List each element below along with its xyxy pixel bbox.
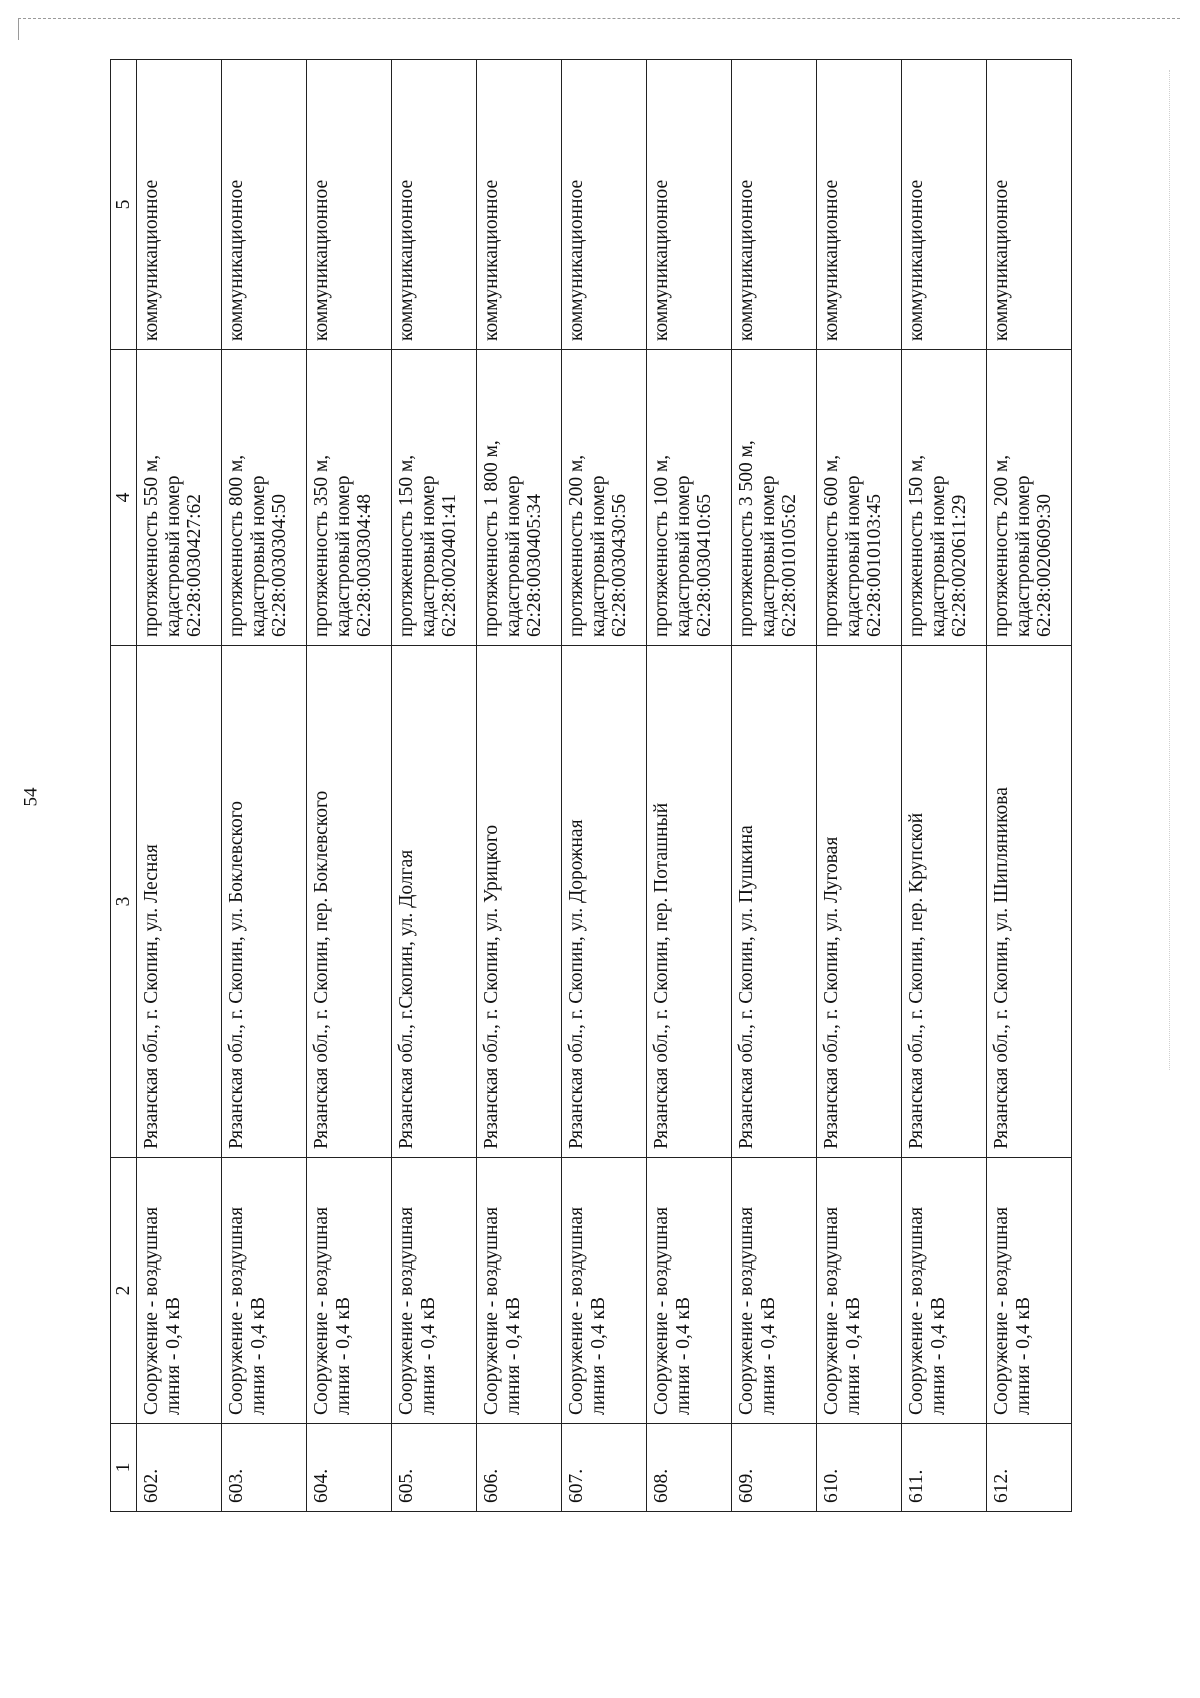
row-number: 606. (477, 1424, 562, 1512)
row-number: 610. (817, 1424, 902, 1512)
object-purpose: коммуникационное (392, 60, 477, 350)
object-characteristics: протяженность 600 м, кадастровый номер 62:28:0010103:45 (817, 350, 902, 646)
object-name: Сооружение - воздушная линия - 0,4 кВ (562, 1158, 647, 1424)
row-number: 607. (562, 1424, 647, 1512)
object-purpose: коммуникационное (647, 60, 732, 350)
object-purpose: коммуникационное (222, 60, 307, 350)
row-number: 605. (392, 1424, 477, 1512)
table-row (647, 60, 732, 1512)
object-purpose: коммуникационное (137, 60, 222, 350)
table-row (562, 60, 647, 1512)
table-row (222, 60, 307, 1512)
table-row (902, 60, 987, 1512)
object-name: Сооружение - воздушная линия - 0,4 кВ (477, 1158, 562, 1424)
column-header-4: 4 (111, 350, 137, 646)
object-address: Рязанская обл., г.Скопин, ул. Долгая (392, 646, 477, 1158)
object-address: Рязанская обл., г. Скопин, ул. Пушкина (732, 646, 817, 1158)
object-characteristics: протяженность 350 м, кадастровый номер 62:28:0030304:48 (307, 350, 392, 646)
object-address: Рязанская обл., г. Скопин, ул. Боклевского (222, 646, 307, 1158)
object-name: Сооружение - воздушная линия - 0,4 кВ (817, 1158, 902, 1424)
object-address: Рязанская обл., г. Скопин, ул. Урицкого (477, 646, 562, 1158)
column-header-1: 1 (111, 1424, 137, 1512)
object-name: Сооружение - воздушная линия - 0,4 кВ (732, 1158, 817, 1424)
object-name: Сооружение - воздушная линия - 0,4 кВ (222, 1158, 307, 1424)
row-number: 603. (222, 1424, 307, 1512)
object-purpose: коммуникационное (817, 60, 902, 350)
table-row (817, 60, 902, 1512)
page-right-edge-mark (1169, 70, 1170, 1070)
registry-table-rotated (110, 60, 1074, 1512)
object-characteristics: протяженность 200 м, кадастровый номер 62:28:0030430:56 (562, 350, 647, 646)
page-corner-mark (18, 18, 19, 40)
object-characteristics: протяженность 200 м, кадастровый номер 62:28:0020609:30 (987, 350, 1072, 646)
object-characteristics: протяженность 100 м, кадастровый номер 62:28:0030410:65 (647, 350, 732, 646)
object-characteristics: протяженность 150 м, кадастровый номер 62:28:0020401:41 (392, 350, 477, 646)
table-row (137, 60, 222, 1512)
table-row (732, 60, 817, 1512)
row-number: 609. (732, 1424, 817, 1512)
object-address: Рязанская обл., г. Скопин, ул. Шипляникова (987, 646, 1072, 1158)
row-number: 611. (902, 1424, 987, 1512)
object-address: Рязанская обл., г. Скопин, ул. Дорожная (562, 646, 647, 1158)
object-name: Сооружение - воздушная линия - 0,4 кВ (392, 1158, 477, 1424)
object-address: Рязанская обл., г. Скопин, пер. Поташный (647, 646, 732, 1158)
object-address: Рязанская обл., г. Скопин, пер. Боклевского (307, 646, 392, 1158)
object-name: Сооружение - воздушная линия - 0,4 кВ (137, 1158, 222, 1424)
object-name: Сооружение - воздушная линия - 0,4 кВ (307, 1158, 392, 1424)
table-header-row (111, 60, 137, 1512)
table-row (477, 60, 562, 1512)
table-row (392, 60, 477, 1512)
object-name: Сооружение - воздушная линия - 0,4 кВ (902, 1158, 987, 1424)
object-address: Рязанская обл., г. Скопин, ул. Лесная (137, 646, 222, 1158)
object-characteristics: протяженность 1 800 м, кадастровый номер 62:28:0030405:34 (477, 350, 562, 646)
row-number: 602. (137, 1424, 222, 1512)
column-header-5: 5 (111, 60, 137, 350)
page-top-border (18, 18, 1180, 19)
table-row (987, 60, 1072, 1512)
object-address: Рязанская обл., г. Скопин, пер. Крупской (902, 646, 987, 1158)
object-address: Рязанская обл., г. Скопин, ул. Луговая (817, 646, 902, 1158)
row-number: 612. (987, 1424, 1072, 1512)
object-characteristics: протяженность 800 м, кадастровый номер 62:28:0030304:50 (222, 350, 307, 646)
object-purpose: коммуникационное (732, 60, 817, 350)
column-header-3: 3 (111, 646, 137, 1158)
registry-table (110, 59, 1072, 1512)
object-purpose: коммуникационное (562, 60, 647, 350)
table-row (307, 60, 392, 1512)
object-name: Сооружение - воздушная линия - 0,4 кВ (647, 1158, 732, 1424)
column-header-2: 2 (111, 1158, 137, 1424)
row-number: 608. (647, 1424, 732, 1512)
object-characteristics: протяженность 550 м, кадастровый номер 62:28:0030427:62 (137, 350, 222, 646)
object-purpose: коммуникационное (902, 60, 987, 350)
object-purpose: коммуникационное (987, 60, 1072, 350)
object-characteristics: протяженность 3 500 м, кадастровый номер 62:28:0010105:62 (732, 350, 817, 646)
row-number: 604. (307, 1424, 392, 1512)
object-purpose: коммуникационное (307, 60, 392, 350)
object-name: Сооружение - воздушная линия - 0,4 кВ (987, 1158, 1072, 1424)
object-purpose: коммуникационное (477, 60, 562, 350)
registry-table-frame (110, 60, 1074, 1512)
object-characteristics: протяженность 150 м, кадастровый номер 62:28:0020611:29 (902, 350, 987, 646)
page-number: 54 (20, 787, 42, 807)
